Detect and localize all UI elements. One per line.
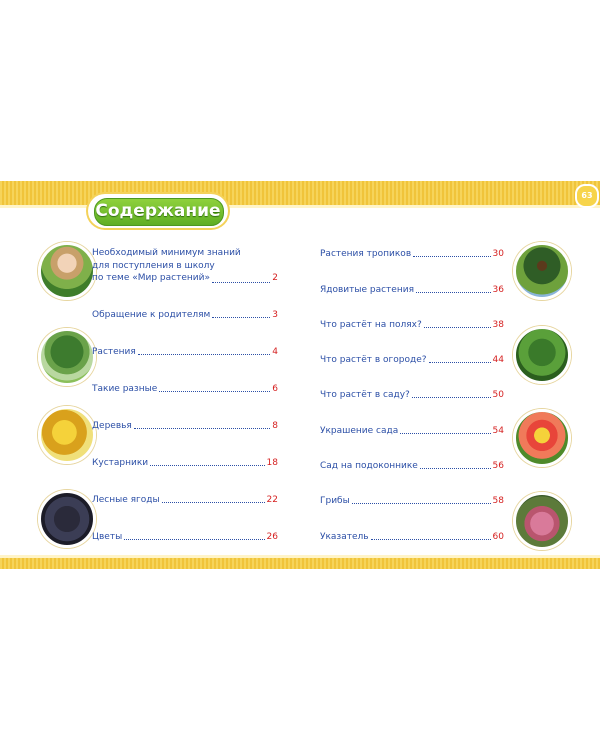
toc-item-label: Цветы xyxy=(92,532,123,542)
toc-page-number: 58 xyxy=(492,496,504,506)
toc-page-number: 4 xyxy=(272,347,278,357)
toc-page-number: 38 xyxy=(492,320,504,330)
toc-item[interactable] xyxy=(320,390,504,400)
toc-item-label: Украшение сада xyxy=(320,426,399,436)
toc-leader xyxy=(424,326,491,328)
page-number-badge: 63 xyxy=(575,184,599,208)
bottom-stripe-edge xyxy=(0,555,600,558)
toc-intro-line3-row xyxy=(92,272,278,285)
toc-leader xyxy=(134,427,270,429)
toc-item-label: Ядовитые растения xyxy=(320,285,414,295)
toc-item[interactable] xyxy=(320,426,504,436)
toc-leader xyxy=(138,353,270,355)
photo-gladiolus-flowers xyxy=(513,409,571,467)
toc-leader xyxy=(413,255,490,257)
toc-item-label: Грибы xyxy=(320,496,350,506)
photo-blueberries xyxy=(38,490,96,548)
toc-item-label: Что растёт в саду? xyxy=(320,390,410,400)
toc-item-label: Растения тропиков xyxy=(320,249,412,259)
photo-girl-with-plant xyxy=(38,242,96,300)
photo-broccoli xyxy=(513,326,571,384)
toc-item-label: Такие разные xyxy=(92,384,158,394)
photo-palm-tree xyxy=(513,242,571,300)
toc-leader xyxy=(429,361,491,363)
toc-item-label: Лесные ягоды xyxy=(92,495,160,505)
toc-item-label: Обращение к родителям xyxy=(92,310,211,320)
toc-item-label: Указатель xyxy=(320,532,369,542)
toc-item[interactable] xyxy=(92,421,278,431)
toc-leader xyxy=(124,538,264,540)
toc-intro[interactable] xyxy=(92,247,278,285)
toc-page-number: 8 xyxy=(272,421,278,431)
photo-yellow-leaves xyxy=(38,406,96,464)
photo-mushroom xyxy=(513,492,571,550)
toc-item[interactable] xyxy=(92,458,278,468)
toc-page-number: 26 xyxy=(266,532,278,542)
toc-item[interactable] xyxy=(320,496,504,506)
toc-item[interactable] xyxy=(320,249,504,259)
toc-item-label: Что растёт в огороде? xyxy=(320,355,427,365)
toc-item[interactable] xyxy=(320,461,504,471)
toc-leader xyxy=(416,291,491,293)
toc-leader xyxy=(162,501,265,503)
toc-leader xyxy=(352,502,491,504)
toc-leader xyxy=(212,316,270,318)
toc-leader xyxy=(420,467,491,469)
toc-item-label: Что растёт на полях? xyxy=(320,320,422,330)
toc-item[interactable] xyxy=(320,285,504,295)
toc-intro-line3: по теме «Мир растений» xyxy=(92,273,210,283)
toc-page-number: 56 xyxy=(492,461,504,471)
toc-item[interactable] xyxy=(92,347,278,357)
toc-page-number: 44 xyxy=(492,355,504,365)
toc-intro-line2: для поступления в школу xyxy=(92,260,215,271)
toc-leader xyxy=(371,538,491,540)
bottom-decorative-stripe xyxy=(0,558,600,569)
toc-item-label: Растения xyxy=(92,347,136,357)
toc-page-number: 18 xyxy=(266,458,278,468)
toc-leader xyxy=(412,396,491,398)
toc-page-number: 50 xyxy=(492,390,504,400)
toc-page-number: 60 xyxy=(492,532,504,542)
toc-item[interactable] xyxy=(92,532,278,542)
toc-page-number: 30 xyxy=(492,249,504,259)
photo-tree xyxy=(38,328,96,386)
toc-page-number: 22 xyxy=(266,495,278,505)
toc-item[interactable] xyxy=(92,384,278,394)
toc-item[interactable] xyxy=(320,355,504,365)
toc-item[interactable] xyxy=(92,495,278,505)
toc-leader xyxy=(400,432,490,434)
toc-page-number: 54 xyxy=(492,426,504,436)
toc-item[interactable] xyxy=(92,310,278,320)
toc-item-label: Сад на подоконнике xyxy=(320,461,418,471)
toc-page-number: 6 xyxy=(272,384,278,394)
toc-leader xyxy=(150,464,264,466)
toc-leader xyxy=(212,281,270,283)
page-title: Содержание xyxy=(95,201,221,221)
toc-item-label: Кустарники xyxy=(92,458,149,468)
toc-intro-line1: Необходимый минимум знаний xyxy=(92,248,241,258)
toc-page-number: 2 xyxy=(272,273,278,283)
toc-item-label: Деревья xyxy=(92,421,132,431)
toc-page-number: 36 xyxy=(492,285,504,295)
toc-item[interactable] xyxy=(320,532,504,542)
toc-page-number: 3 xyxy=(272,310,278,320)
toc-leader xyxy=(159,390,270,392)
toc-item[interactable] xyxy=(320,320,504,330)
